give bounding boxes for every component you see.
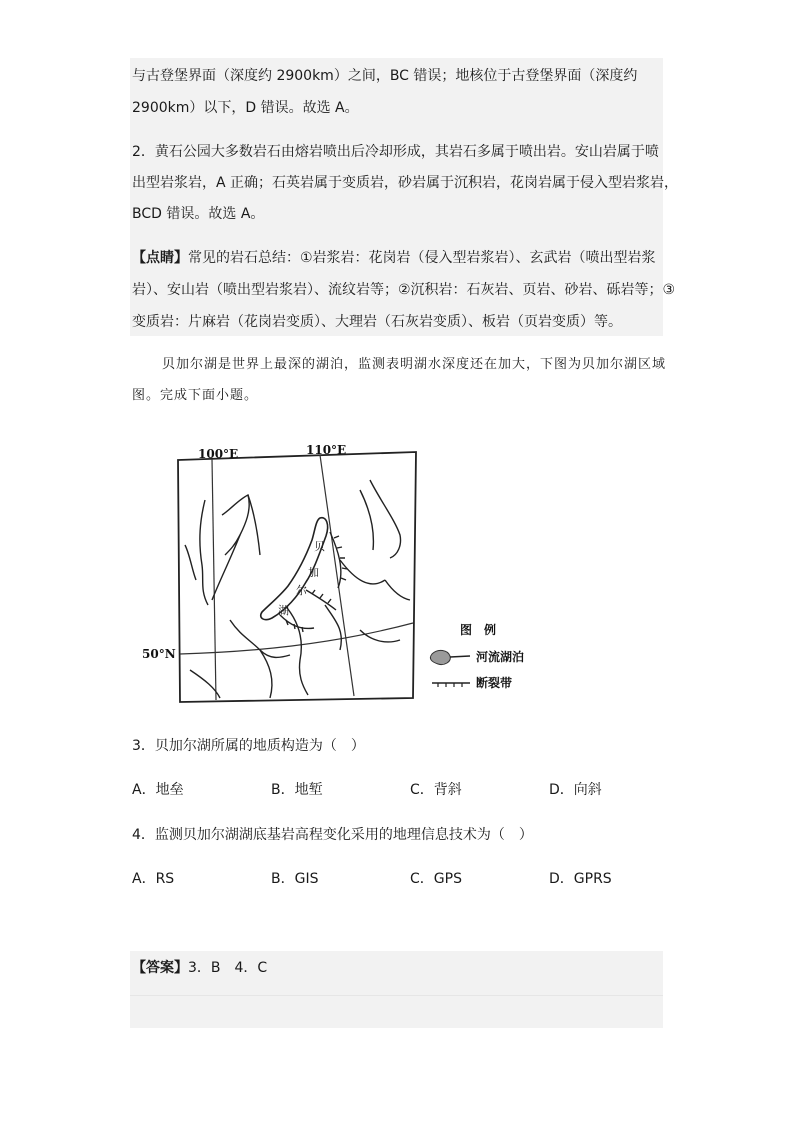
intro-line: 贝加尔湖是世界上最深的湖泊，监测表明湖水深度还在加大，下图为贝加尔湖区域	[162, 357, 667, 372]
question-4-stem: 4．监测贝加尔湖湖底基岩高程变化采用的地理信息技术为（ ）	[132, 827, 533, 843]
answer-divider	[130, 995, 663, 996]
explanation-q2-line: 2．黄石公园大多数岩石由熔岩喷出后冷却形成，其岩石多属于喷出岩。安山岩属于喷	[132, 144, 659, 160]
lake-char: 贝	[314, 540, 325, 553]
question-4-option-d[interactable]: D．GPRS	[549, 871, 612, 887]
question-3-option-d[interactable]: D．向斜	[549, 782, 602, 798]
tip-line-1	[132, 248, 656, 268]
explanation-line: 与古登堡界面（深度约 2900km）之间，BC 错误；地核位于古登堡界面（深度约	[132, 68, 638, 84]
explanation-line: 2900km）以下，D 错误。故选 A。	[132, 100, 359, 116]
explanation-q2-line: 出型岩浆岩，A 正确；石英岩属于变质岩，砂岩属于沉积岩，花岗岩属于侵入型岩浆岩，	[132, 175, 679, 191]
legend-river-icon	[450, 656, 470, 657]
question-4-option-a[interactable]: A．RS	[132, 871, 175, 887]
explanation-q2-line: BCD 错误。故选 A。	[132, 206, 265, 222]
answer-text: 3．B 4．C	[188, 960, 268, 976]
lake-char: 加	[308, 566, 319, 579]
tip-line: 变质岩：片麻岩（花岗岩变质）、大理岩（石灰岩变质）、板岩（页岩变质）等。	[132, 314, 622, 330]
meridian-110e	[320, 455, 354, 696]
question-3-option-c[interactable]: C．背斜	[410, 782, 462, 798]
answer-line	[132, 958, 267, 978]
question-3-option-a[interactable]: A．地垒	[132, 782, 184, 798]
legend-title: 图 例	[460, 623, 497, 637]
legend-lake-label: 河流湖泊	[476, 650, 525, 664]
legend-fault-label: 断裂带	[476, 676, 513, 690]
label-110e: 110°E	[306, 443, 347, 457]
lake-char: 尔	[296, 584, 307, 597]
answer-label: 【答案】	[132, 960, 188, 976]
label-100e: 100°E	[198, 447, 239, 461]
question-4-option-b[interactable]: B．GIS	[271, 871, 319, 887]
question-4-option-c[interactable]: C．GPS	[410, 871, 462, 887]
tip-text: 常见的岩石总结：①岩浆岩：花岗岩（侵入型岩浆岩）、玄武岩（喷出型岩浆	[188, 250, 656, 266]
baikal-map	[130, 440, 550, 710]
question-3-option-b[interactable]: B．地堑	[271, 782, 323, 798]
label-50n: 50°N	[142, 647, 176, 661]
intro-line: 图。完成下面小题。	[132, 388, 259, 403]
legend-lake-icon	[430, 650, 450, 664]
tip-line: 岩）、安山岩（喷出型岩浆岩）、流纹岩等；②沉积岩：石灰岩、页岩、砂岩、砾岩等；③	[132, 282, 676, 298]
question-3-stem: 3．贝加尔湖所属的地质构造为（ ）	[132, 738, 365, 754]
tip-label: 【点睛】	[132, 250, 188, 266]
lake-char: 湖	[278, 604, 289, 617]
meridian-100e	[212, 459, 216, 700]
